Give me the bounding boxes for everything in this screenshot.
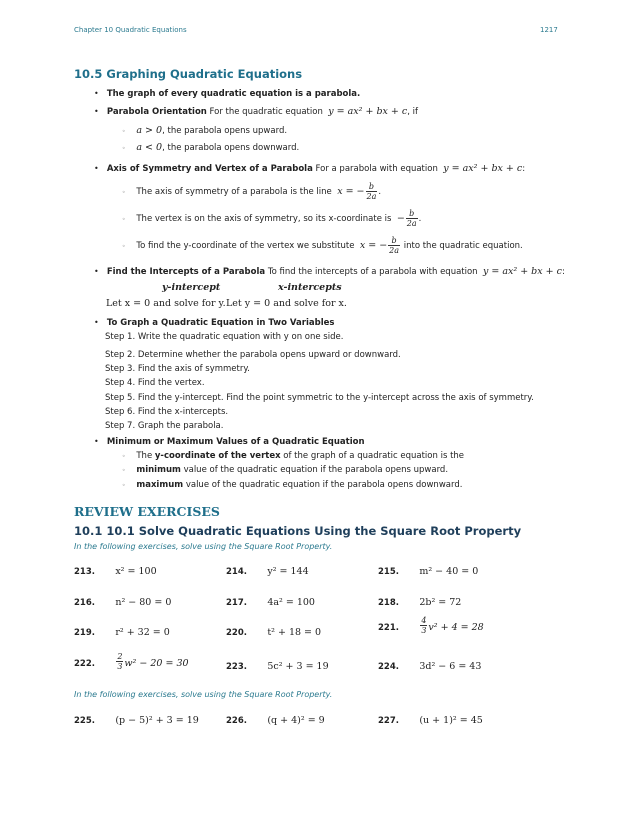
bullet-axis-vertex: • Axis of Symmetry and Vertex of a Parabola For a parabola with equation y = ax² + bx + c: [94, 163, 526, 174]
bullet-dot: • [94, 318, 99, 327]
exercise-223: 223. 5c² + 3 = 19 [226, 661, 329, 672]
bullet-dot: • [94, 437, 99, 446]
exercise-227: 227. (u + 1)² = 45 [378, 715, 483, 726]
bullet-intercepts: • Find the Intercepts of a Parabola To find the intercepts of a parabola with equation y = ax² + bx + c: [94, 266, 565, 277]
step: Step 6. Find the x-intercepts. [105, 407, 229, 417]
sub-bullet-dot: ◦ [122, 189, 126, 196]
bullet-dot: • [94, 267, 99, 276]
exercise-226: 226. (q + 4)² = 9 [226, 715, 325, 726]
exercise-218: 218. 2b² = 72 [378, 597, 462, 608]
sub-bullet-dot: ◦ [122, 453, 126, 460]
exercise-213: 213. x² = 100 [74, 566, 157, 577]
sub-bullet-dot: ◦ [122, 482, 126, 489]
exercise-216: 216. n² − 80 = 0 [74, 597, 172, 608]
fraction: $\frac{2}{3}$ [117, 652, 123, 671]
running-header-chapter: Chapter 10 Quadratic Equations [74, 26, 187, 34]
equation: y = ax² + bx + c [443, 163, 523, 174]
table-header-x-intercepts: x-intercepts [278, 282, 342, 293]
bullet-dot: • [94, 107, 99, 116]
table-header-y-intercept: y-intercept [162, 282, 221, 293]
fraction: $\frac{b}{2a}$ [366, 182, 377, 201]
bullet-dot: • [94, 164, 99, 173]
table-cell-y-intercept: Let x = 0 and solve for y. [106, 298, 226, 309]
step: Step 3. Find the axis of symmetry. [105, 364, 250, 374]
bullet-orientation: • Parabola Orientation For the quadratic equation y = ax² + bx + c, if [94, 106, 418, 117]
sub-bullet-dot: ◦ [122, 145, 126, 152]
sub-bullet-vertex-y: ◦ The y-coordinate of the vertex of the graph of a quadratic equation is the [122, 451, 465, 461]
step: Step 1. Write the quadratic equation with y on one side. [105, 332, 344, 342]
sub-bullet-dot: ◦ [122, 128, 126, 135]
exercise-221: 221. $\frac{4}{3}$ v² + 4 = 28 [378, 616, 484, 635]
sub-bullet-downward: ◦ a < 0, the parabola opens downward. [122, 142, 300, 153]
bullet-graph-steps: • To Graph a Quadratic Equation in Two Variables [94, 318, 335, 328]
bullet-min-max: • Minimum or Maximum Values of a Quadratic Equation [94, 437, 365, 447]
step: Step 2. Determine whether the parabola opens upward or downward. [105, 350, 401, 360]
sub-bullet-y-coordinate: ◦ To find the y-coordinate of the vertex we substitute x = − $\frac{b}{2a}$ into the quadratic equation. [122, 236, 523, 255]
step: Step 4. Find the vertex. [105, 378, 205, 388]
section-title: 10.5 Graphing Quadratic Equations [74, 67, 303, 81]
equation: y = ax² + bx + c [328, 106, 408, 117]
review-exercises-title: REVIEW EXERCISES [74, 504, 220, 519]
step: Step 7. Graph the parabola. [105, 421, 224, 431]
table-cell-x-intercepts: Let y = 0 and solve for x. [226, 298, 347, 309]
sub-bullet-maximum: ◦ maximum value of the quadratic equation if the parabola opens downward. [122, 480, 463, 490]
exercise-219: 219. r² + 32 = 0 [74, 627, 170, 638]
exercise-220: 220. t² + 18 = 0 [226, 627, 322, 638]
sub-bullet-dot: ◦ [122, 243, 126, 250]
page-number: 1217 [540, 26, 558, 34]
sub-bullet-dot: ◦ [122, 467, 126, 474]
fraction: $\frac{b}{2a}$ [406, 209, 417, 228]
sub-bullet-dot: ◦ [122, 216, 126, 223]
sub-bullet-axis: ◦ The axis of symmetry of a parabola is the line x = − $\frac{b}{2a}$ . [122, 182, 382, 201]
sub-bullet-minimum: ◦ minimum value of the quadratic equation if the parabola opens upward. [122, 465, 449, 475]
fraction: $\frac{b}{2a}$ [389, 236, 400, 255]
sub-bullet-upward: ◦ a > 0, the parabola opens upward. [122, 125, 288, 136]
exercise-instructions: In the following exercises, solve using the Square Root Property. [74, 542, 333, 551]
exercise-225: 225. (p − 5)² + 3 = 19 [74, 715, 199, 726]
exercise-217: 217. 4a² = 100 [226, 597, 315, 608]
review-subsection-title: 10.1 10.1 Solve Quadratic Equations Using the Square Root Property [74, 524, 522, 538]
exercise-224: 224. 3d² − 6 = 43 [378, 661, 482, 672]
exercise-instructions: In the following exercises, solve using the Square Root Property. [74, 690, 333, 699]
bullet-dot: • [94, 89, 99, 98]
sub-bullet-vertex: ◦ The vertex is on the axis of symmetry, so its x-coordinate is − $\frac{b}{2a}$ . [122, 209, 422, 228]
bullet-parabola: • The graph of every quadratic equation is a parabola. [94, 89, 361, 99]
equation: y = ax² + bx + c [482, 266, 562, 277]
fraction: $\frac{4}{3}$ [421, 616, 427, 635]
exercise-215: 215. m² − 40 = 0 [378, 566, 479, 577]
exercise-222: 222. $\frac{2}{3}$ w² − 20 = 30 [74, 652, 189, 671]
exercise-214: 214. y² = 144 [226, 566, 309, 577]
step: Step 5. Find the y-intercept. Find the point symmetric to the y-intercept across the axis of symmetry. [105, 393, 534, 403]
